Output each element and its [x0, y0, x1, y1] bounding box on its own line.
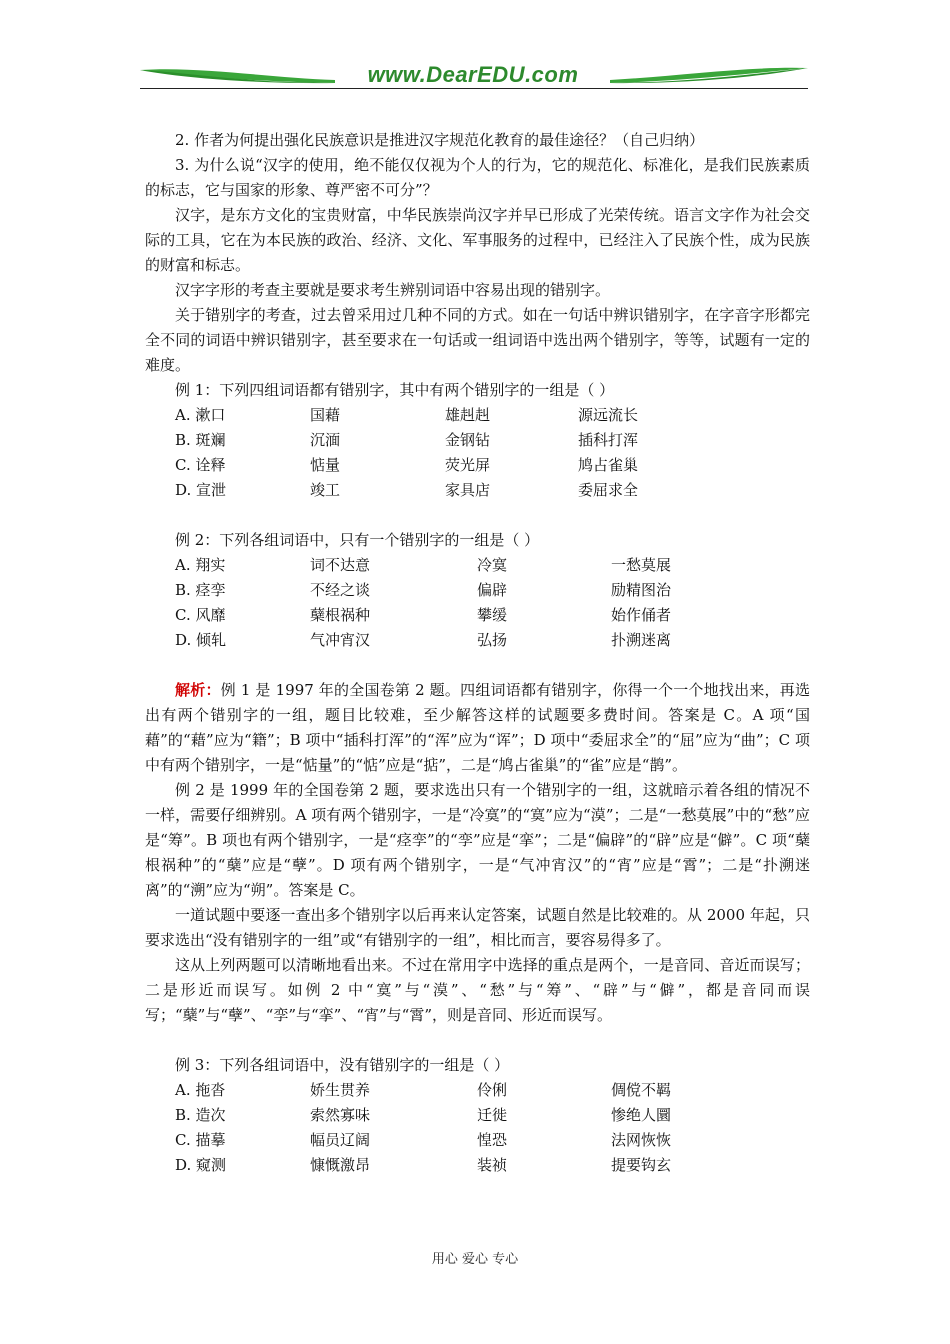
paragraph-2: 汉字字形的考查主要就是要求考生辨别词语中容易出现的错别字。	[175, 281, 611, 299]
analysis-paragraph-3: 一道试题中要逐一查出多个错别字以后再来认定答案，试题自然是比较难的。从 2000 年起，只要求选出“没有错别字的一组”或“有错别字的一组”，相比而言，要容易得多了。	[145, 906, 810, 949]
question-2: 2. 作者为何提出强化民族意识是推进汉字规范化教育的最佳途径？（自己归纳）	[175, 131, 705, 149]
option-row: B. 痉孪 不经之谈 偏辟 励精图治	[175, 581, 672, 599]
analysis-paragraph-4: 这从上列两题可以清晰地看出来。不过在常用字中选择的重点是两个，一是音同、音近而误写；二是形近而误写。如例 2 中“寞”与“漠”、“愁”与“筹”、“辟”与“僻”，都是音同而误写；“蘖”与“孽”、“孪”与“挛”、“宵”与“霄”，则是音同、形近而误写。	[145, 956, 810, 1024]
example-2-title: 例 2：下列各组词语中，只有一个错别字的一组是（ ）	[175, 531, 540, 549]
option-row: C. 描摹 幅员辽阔 惶恐 法网恢恢	[175, 1131, 672, 1149]
option-row: D. 窥测 慷慨激昂 装祯 提要钩玄	[175, 1156, 672, 1174]
option-row: D. 宣泄 竣工 家具店 委屈求全	[175, 481, 639, 499]
analysis-paragraph-1: 解析：例 1 是 1997 年的全国卷第 2 题。四组词语都有错别字，你得一个一个地找出来，再选出有两个错别字的一组，题目比较难，至少解答这样的试题要多费时间。答案是 C。A 项“国藉”的“藉”应为“籍”；B 项中“插科打浑”的“浑”应为“诨”；D 项中“委屈求全”的“屈”应为“曲”；C 项中有两个错别字，一是“惦量”的“惦”应是“掂”，二是“鸠占雀巢”的“雀”应是“鹊”。	[145, 681, 810, 774]
option-row: C. 风靡 蘖根祸种 攀缓 始作俑者	[175, 606, 672, 624]
question-3: 3. 为什么说“汉字的使用，绝不能仅仅视为个人的行为，它的规范化、标准化，是我们民族素质的标志，它与国家的形象、尊严密不可分”？	[145, 156, 810, 199]
header-logo-text: www.DearEDU.com	[367, 62, 579, 87]
main-content	[145, 128, 810, 1178]
page-header	[140, 62, 808, 92]
example-3-title: 例 3：下列各组词语中，没有错别字的一组是（ ）	[175, 1056, 510, 1074]
example-2-options	[145, 553, 810, 653]
option-row: C. 诠释 惦量 荧光屏 鸠占雀巢	[175, 456, 639, 474]
analysis-paragraph-2: 例 2 是 1999 年的全国卷第 2 题，要求选出只有一个错别字的一组，这就暗示着各组的情况不一样，需要仔细辨别。A 项有两个错别字，一是“冷寞”的“寞”应为“漠”；二是“一愁莫展”中的“愁”应是“筹”。B 项也有两个错别字，一是“痉孪”的“孪”应是“挛”；二是“偏辟”的“辟”应是“僻”。C 项“蘖根祸种”的“蘖”应是“孽”。D 项有两个错别字，一是“气冲宵汉”的“宵”应是“霄”；二是“扑溯迷离”的“溯”应为“朔”。答案是 C。	[145, 781, 810, 899]
analysis-label: 解析：	[175, 681, 221, 699]
option-row: B. 造次 索然寡味 迁徙 惨绝人圜	[175, 1106, 672, 1124]
option-row: A. 漱口 国藉 雄赳赳 源远流长	[175, 406, 639, 424]
example-1-options	[145, 403, 810, 503]
option-row: A. 拖沓 娇生贯养 伶俐 倜傥不羁	[175, 1081, 672, 1099]
option-row: B. 斑斓 沉湎 金钢钻 插科打浑	[175, 431, 639, 449]
paragraph-1: 汉字，是东方文化的宝贵财富，中华民族崇尚汉字并早已形成了光荣传统。语言文字作为社会交际的工具，它在为本民族的政治、经济、文化、军事服务的过程中，已经注入了民族个性，成为民族的财富和标志。	[145, 206, 810, 274]
header-divider	[140, 88, 808, 89]
option-row: D. 倾轧 气冲宵汉 弘扬 扑溯迷离	[175, 631, 672, 649]
paragraph-3: 关于错别字的考查，过去曾采用过几种不同的方式。如在一句话中辨识错别字，在字音字形都完全不同的词语中辨识错别字，甚至要求在一句话或一组词语中选出两个错别字，等等，试题有一定的难度。	[145, 306, 810, 374]
page-footer: 用心 爱心 专心	[431, 1252, 519, 1267]
example-3-options	[145, 1078, 810, 1178]
option-row: A. 翔实 词不达意 冷寞 一愁莫展	[175, 556, 672, 574]
example-1-title: 例 1：下列四组词语都有错别字，其中有两个错别字的一组是（ ）	[175, 381, 615, 399]
